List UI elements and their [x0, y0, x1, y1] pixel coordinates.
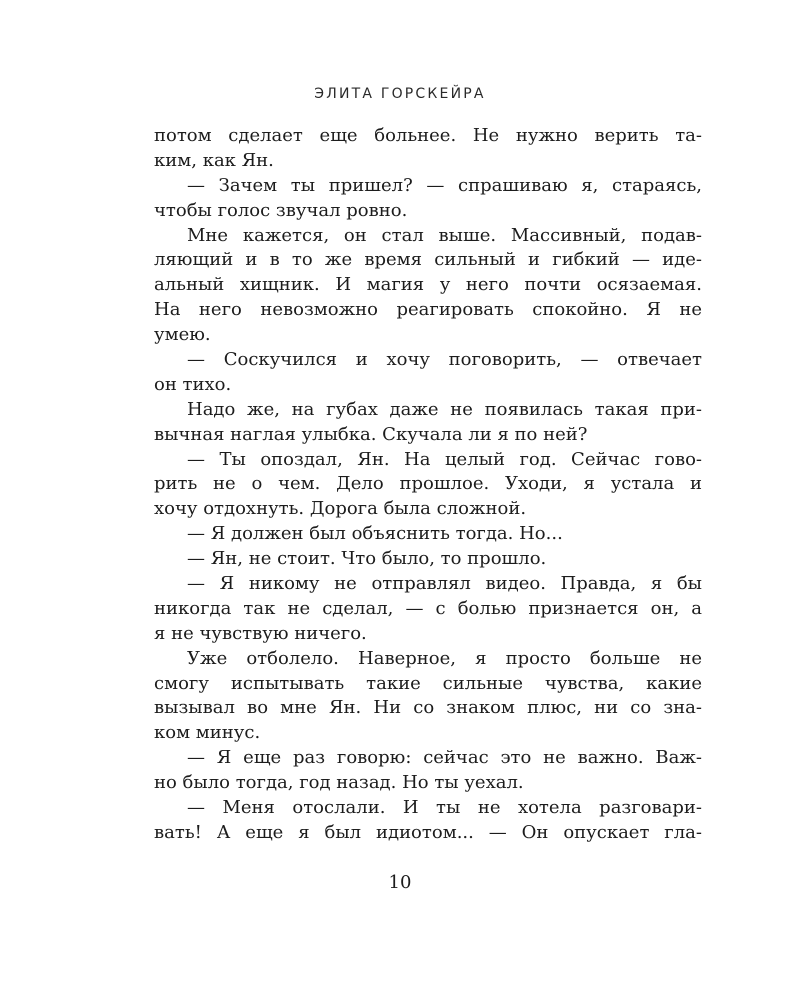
page-number: 10 — [388, 872, 412, 893]
text-line: ляющий и в то же время сильный и гибкий — иде- — [154, 249, 702, 271]
text-line: потом сделает еще больнее. Не нужно верить та- — [154, 125, 702, 146]
text-line: но было тогда, год назад. Но ты уехал. — [154, 772, 524, 794]
text-line: никогда так не сделал, — с болью признается он, а — [154, 597, 702, 619]
text-line: Мне кажется, он стал выше. Массивный, подав- — [187, 224, 702, 246]
text-line: вычная наглая улыбка. Скучала ли я по ней? — [154, 423, 588, 445]
text-line: он тихо. — [154, 373, 232, 395]
text-line: — Я еще раз говорю: сейчас это не важно. Важ- — [187, 747, 702, 769]
running-head-title: ЭЛИТА ГОРСКЕЙРА — [314, 86, 486, 102]
text-line: вызывал во мне Ян. Ни со знаком плюс, ни со зна- — [154, 697, 702, 719]
text-line: На него невозможно реагировать спокойно. Я не — [154, 299, 702, 321]
text-line: альный хищник. И магия у него почти осязаемая. — [154, 274, 702, 296]
text-line: — Зачем ты пришел? — спрашиваю я, стараясь, — [187, 174, 702, 196]
text-line: — Ты опоздал, Ян. На целый год. Сейчас гово- — [187, 448, 702, 470]
text-line: — Меня отослали. И ты не хотела разговари- — [187, 797, 702, 819]
text-line: хочу отдохнуть. Дорога была сложной. — [154, 498, 527, 520]
text-line: Надо же, на губах даже не появилась такая при- — [187, 398, 702, 420]
text-line: ким, как Ян. — [154, 149, 274, 171]
text-line: вать! А еще я был идиотом... — Он опускает гла- — [154, 821, 702, 843]
text-line: умею. — [154, 324, 211, 346]
text-line: — Я должен был объяснить тогда. Но... — [187, 523, 563, 545]
text-line: Уже отболело. Наверное, я просто больше не — [187, 647, 702, 669]
text-line: — Соскучился и хочу поговорить, — отвечает — [187, 349, 702, 371]
text-line: смогу испытывать такие сильные чувства, какие — [154, 672, 702, 694]
text-line: рить не о чем. Дело прошлое. Уходи, я устала и — [154, 473, 702, 495]
text-line: чтобы голос звучал ровно. — [154, 199, 408, 221]
text-line: — Ян, не стоит. Что было, то прошло. — [187, 548, 547, 570]
text-line: ком минус. — [154, 722, 261, 744]
text-line: я не чувствую ничего. — [154, 622, 367, 644]
page-body-text — [154, 124, 702, 846]
text-line: — Я никому не отправлял видео. Правда, я бы — [187, 573, 702, 595]
